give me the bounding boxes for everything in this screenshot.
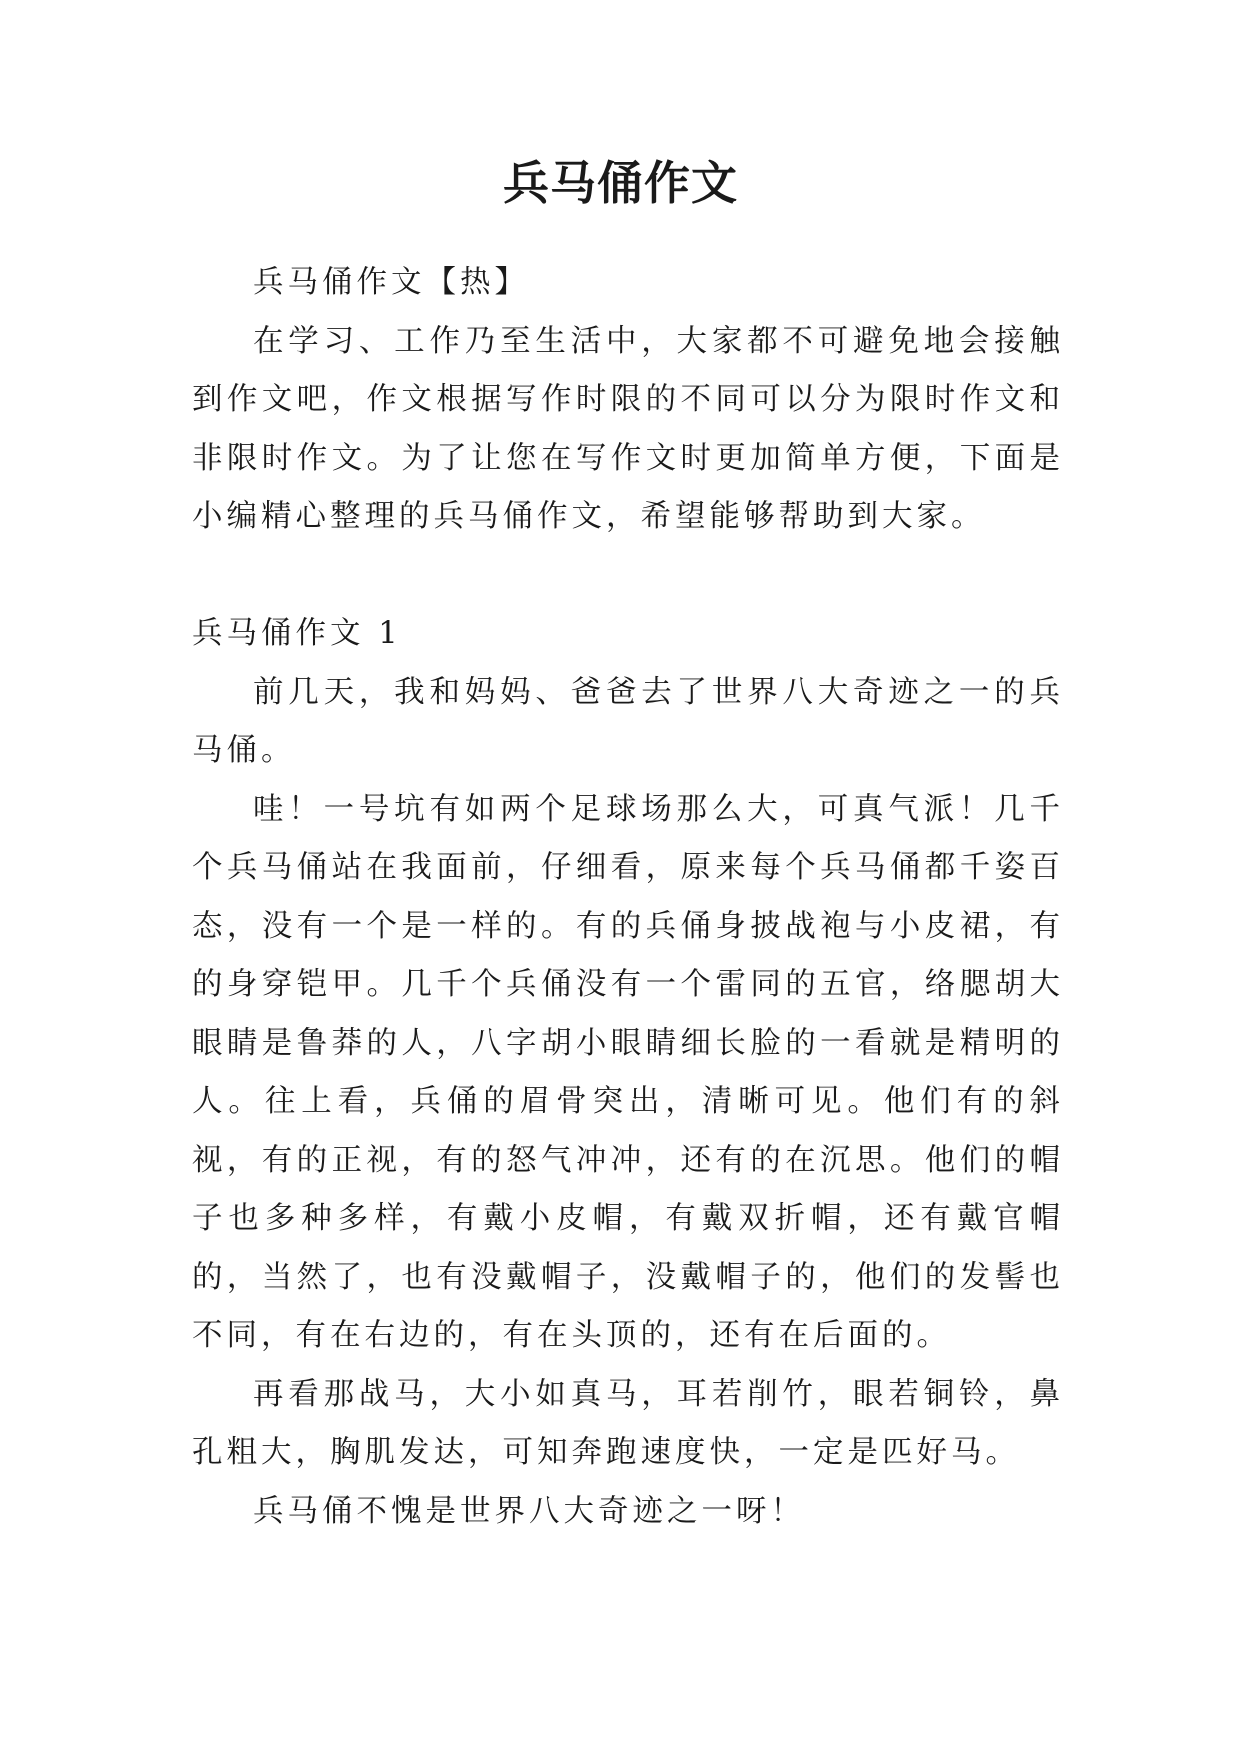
body-paragraph: 兵马俑不愧是世界八大奇迹之一呀！	[253, 1493, 805, 1529]
document-body	[192, 254, 1064, 1541]
document-subtitle: 兵马俑作文【热】	[253, 265, 529, 300]
body-paragraph: 前几天，我和妈妈、爸爸去了世界八大奇迹之一的兵马俑。	[192, 674, 1064, 768]
section-heading: 兵马俑作文 1	[192, 616, 402, 651]
body-paragraph: 再看那战马，大小如真马，耳若削竹，眼若铜铃，鼻孔粗大，胸肌发达，可知奔跑速度快，一定是匹好马。	[192, 1376, 1064, 1470]
document-title: 兵马俑作文	[503, 156, 738, 210]
intro-paragraph: 在学习、工作乃至生活中，大家都不可避免地会接触到作文吧，作文根据写作时限的不同可以分为限时作文和非限时作文。为了让您在写作文时更加简单方便，下面是小编精心整理的兵马俑作文，希望能够帮助到大家。	[192, 323, 1064, 534]
body-paragraph: 哇！一号坑有如两个足球场那么大，可真气派！几千个兵马俑站在我面前，仔细看，原来每个兵马俑都千姿百态，没有一个是一样的。有的兵俑身披战袍与小皮裙，有的身穿铠甲。几千个兵俑没有一个雷同的五官，络腮胡大眼睛是鲁莽的人，八字胡小眼睛细长脸的一看就是精明的人。往上看，兵俑的眉骨突出，清晰可见。他们有的斜视，有的正视，有的怒气冲冲，还有的在沉思。他们的帽子也多种多样，有戴小皮帽，有戴双折帽，还有戴官帽的，当然了，也有没戴帽子，没戴帽子的，他们的发髻也不同，有在右边的，有在头顶的，还有在后面的。	[192, 791, 1064, 1353]
